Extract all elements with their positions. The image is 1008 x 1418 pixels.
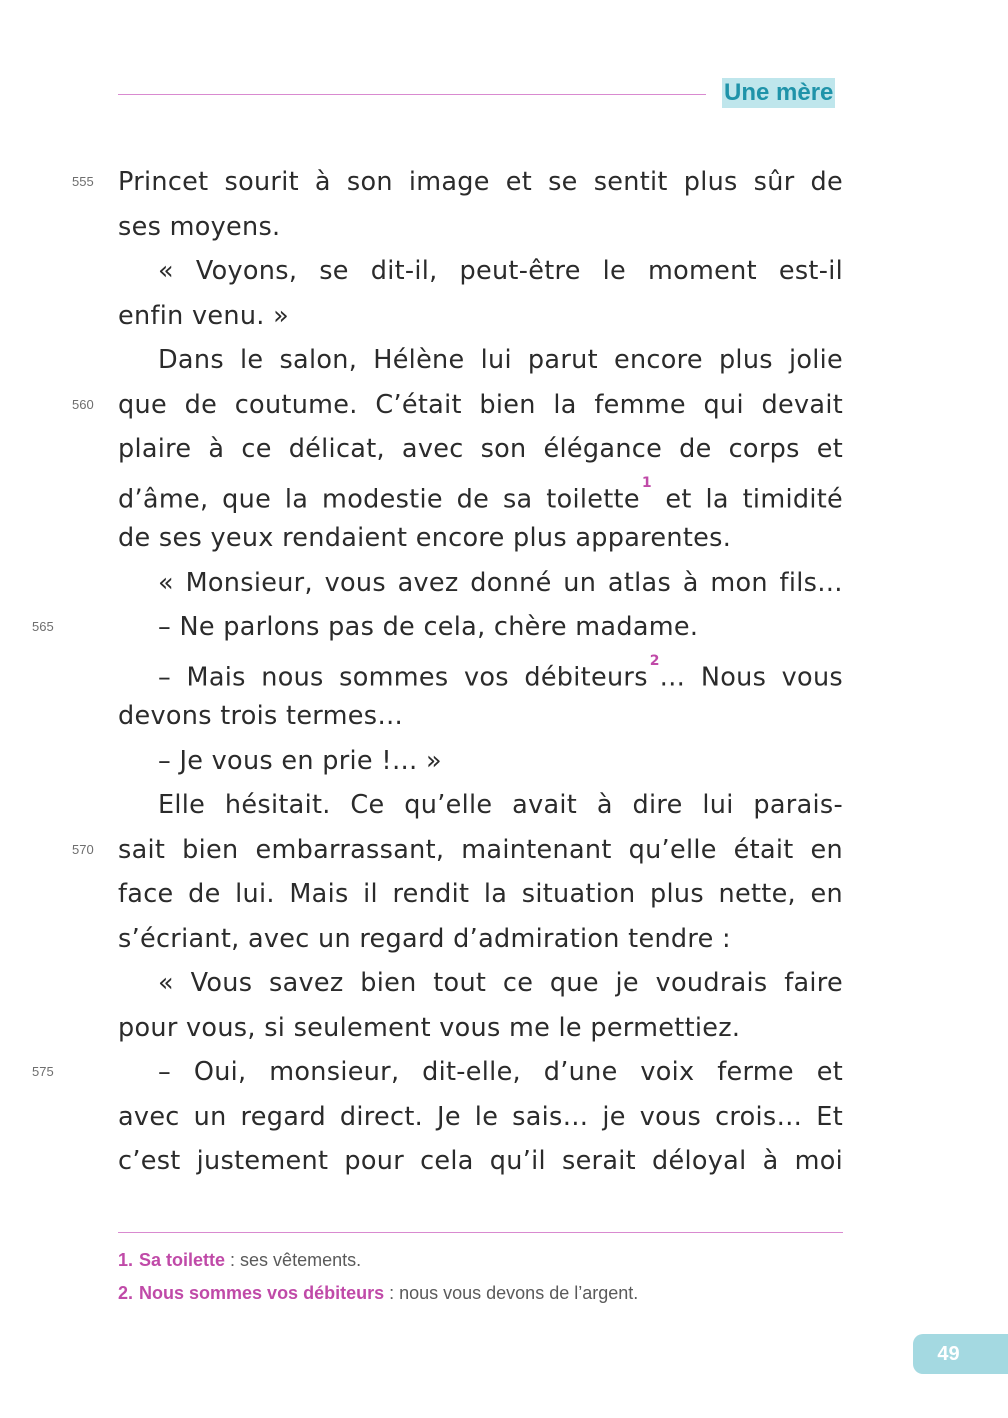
text-line — [118, 294, 843, 339]
line-text: – Oui, monsieur, dit-elle, d’une voix ferme et — [158, 1057, 843, 1087]
line-number: 555 — [72, 174, 94, 189]
footnote — [118, 1279, 843, 1312]
line-text: Princet sourit à son image et se sentit plus sûr de — [118, 167, 843, 197]
footnote-term: Sa toilette — [139, 1250, 226, 1270]
text-line — [118, 917, 843, 962]
line-number: 575 — [32, 1064, 54, 1079]
footnote-number: 1. — [118, 1250, 134, 1270]
line-text: pour vous, si seulement vous me le permettiez. — [118, 1012, 741, 1043]
footnote-number: 2. — [118, 1283, 134, 1303]
text-line — [118, 338, 843, 383]
line-text: d’âme, que la modestie de sa toilette — [118, 484, 640, 514]
footnote-rule — [118, 1232, 843, 1233]
text-line — [32, 605, 843, 650]
footnote-marker: 1 — [641, 474, 652, 491]
line-number: 570 — [72, 841, 94, 857]
text-line — [118, 472, 843, 517]
text-line — [118, 739, 843, 784]
text-line — [32, 1050, 843, 1095]
line-text: avec un regard direct. Je le sais… je vous crois… Et — [118, 1101, 843, 1132]
text-line — [72, 383, 843, 428]
line-text: – Mais nous sommes vos débiteurs — [158, 662, 648, 692]
text-line — [118, 205, 843, 250]
footnote-definition: : nous vous devons de l’argent. — [384, 1283, 639, 1303]
line-number: 560 — [72, 396, 94, 412]
text-line — [118, 783, 843, 828]
line-text: s’écriant, avec un regard d’admiration tendre : — [118, 923, 731, 954]
footnote — [118, 1246, 843, 1279]
text-line — [118, 427, 843, 472]
page-number: 49 — [913, 1334, 1008, 1374]
line-text: de ses yeux rendaient encore plus apparentes. — [118, 523, 732, 553]
text-line — [118, 1139, 843, 1184]
text-line — [118, 961, 843, 1006]
line-text: Elle hésitait. Ce qu’elle avait à dire lui parais- — [158, 790, 843, 820]
line-text: « Voyons, se dit-il, peut-être le moment est-il — [158, 256, 843, 286]
line-text: plaire à ce délicat, avec son élégance de corps et — [118, 434, 843, 464]
text-line — [118, 516, 843, 561]
text-line — [72, 828, 843, 873]
footnotes — [118, 1246, 843, 1312]
text-line — [118, 650, 843, 695]
line-text: ses moyens. — [118, 211, 281, 242]
line-text: « Vous savez bien tout ce que je voudrais faire — [158, 968, 843, 998]
line-text: Dans le salon, Hélène lui parut encore plus jolie — [158, 345, 843, 375]
chapter-title: Une mère — [724, 79, 834, 106]
footnote-marker: 2 — [649, 652, 660, 669]
line-text: « Monsieur, vous avez donné un atlas à mon fils… — [158, 567, 843, 598]
line-number: 565 — [32, 619, 54, 634]
line-text: que de coutume. C’était bien la femme qui devait — [118, 389, 843, 420]
text-line — [118, 1095, 843, 1140]
line-text: face de lui. Mais il rendit la situation plus nette, en — [118, 879, 843, 909]
line-text: sait bien embarrassant, maintenant qu’elle était en — [118, 834, 843, 865]
line-text-after: … Nous vous — [659, 662, 843, 692]
text-line — [118, 561, 843, 606]
text-line — [118, 249, 843, 294]
line-text: c’est justement pour cela qu’il serait déloyal à moi — [118, 1146, 843, 1176]
text-line — [72, 160, 843, 205]
body-text — [32, 160, 843, 1184]
text-line — [118, 694, 843, 739]
text-line — [118, 872, 843, 917]
line-text: – Ne parlons pas de cela, chère madame. — [158, 612, 699, 642]
line-text: devons trois termes… — [118, 701, 404, 731]
line-text: – Je vous en prie !… » — [158, 745, 442, 776]
footnote-term: Nous sommes vos débiteurs — [139, 1283, 385, 1303]
line-text-after: et la timidité — [651, 484, 843, 514]
header-rule — [118, 94, 706, 95]
text-line — [118, 1006, 843, 1051]
footnote-definition: : ses vêtements. — [225, 1250, 362, 1270]
line-text: enfin venu. » — [118, 300, 289, 331]
